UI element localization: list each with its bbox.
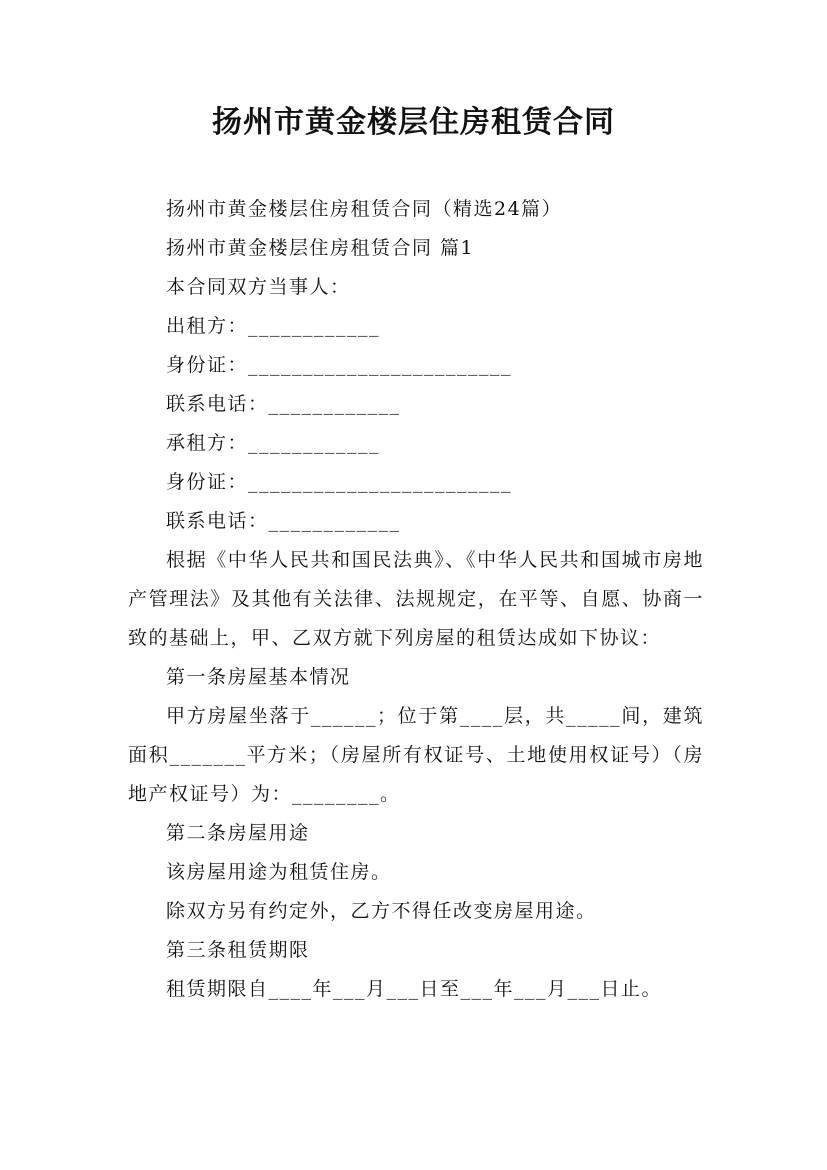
article-2-body-1: 该房屋用途为租赁住房。 bbox=[166, 861, 392, 883]
document-title: 扬州市黄金楼层住房租赁合同 bbox=[212, 105, 615, 140]
lessee-id-field: 身份证：________________________ bbox=[166, 471, 513, 493]
lessor-id-field: 身份证：________________________ bbox=[166, 354, 513, 376]
document-body bbox=[128, 190, 704, 1009]
article-1-body: 甲方房屋坐落于______；位于第____层，共_____间，建筑面积_______平方米；（房屋所有权证号、土地使用权证号）（房地产权证号）为：________。 bbox=[128, 705, 704, 805]
lessor-phone-field: 联系电话：____________ bbox=[166, 393, 401, 415]
lessee-phone-field: 联系电话：____________ bbox=[166, 510, 401, 532]
article-2-body-2: 除双方另有约定外，乙方不得任改变房屋用途。 bbox=[166, 900, 597, 922]
legal-basis-paragraph: 根据《中华人民共和国民法典》、《中华人民共和国城市房地产管理法》及其他有关法律、法规规定，在平等、自愿、协商一致的基础上，甲、乙双方就下列房屋的租赁达成如下协议： bbox=[128, 549, 704, 649]
subtitle-line: 扬州市黄金楼层住房租赁合同（精选24篇） bbox=[166, 198, 563, 220]
section-heading: 扬州市黄金楼层住房租赁合同 篇1 bbox=[166, 237, 475, 259]
lessor-field: 出租方：____________ bbox=[166, 315, 381, 337]
article-2-heading: 第二条房屋用途 bbox=[166, 822, 310, 844]
lessee-field: 承租方：____________ bbox=[166, 432, 381, 454]
article-3-body: 租赁期限自____年___月___日至___年___月___日止。 bbox=[166, 978, 663, 1000]
article-1-heading: 第一条房屋基本情况 bbox=[166, 666, 351, 688]
parties-intro: 本合同双方当事人： bbox=[166, 276, 351, 298]
article-3-heading: 第三条租赁期限 bbox=[166, 939, 310, 961]
